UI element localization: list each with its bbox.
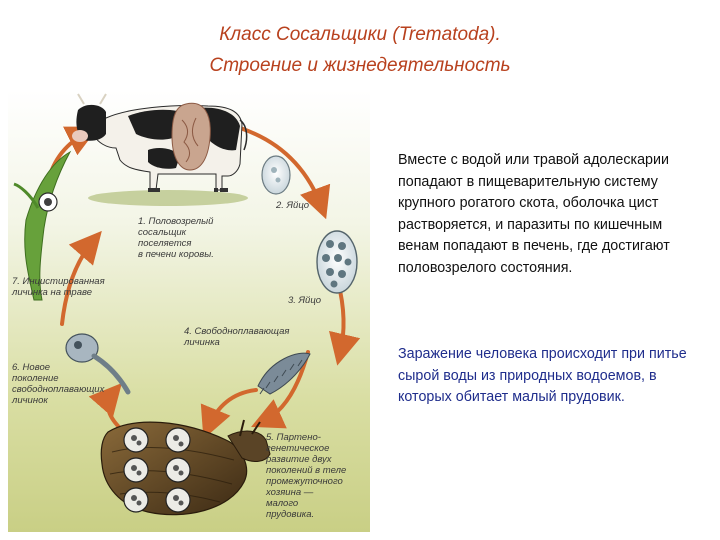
stage-3-label: 3. Яйцо — [288, 295, 322, 306]
fluke-icon — [172, 103, 210, 170]
egg-icon — [262, 156, 290, 194]
life-cycle-diagram — [8, 90, 370, 532]
stage-1-label: 1. Половозрелый сосальщик поселяется в печени коровы. — [138, 216, 214, 260]
page-subtitle: Строение и жизнедеятельность — [209, 55, 511, 76]
ground-patch — [88, 190, 248, 206]
page-title: Класс Сосальщики (Trematoda). — [219, 24, 501, 45]
stage-6-label: 6. Новое поколение свободноплавающих личинок — [12, 362, 105, 406]
cow-icon — [72, 94, 247, 192]
arrow-4-to-5 — [208, 390, 256, 428]
stage-5-label: 5. Партено- генетическое развитие двух поколений в теле промежуточного хозяина — малого прудовика. — [266, 432, 347, 520]
stage-7-label: 7. Инцистированная личинка на траве — [12, 276, 105, 298]
stage-4-label: 4. Свободноплавающая личинка — [184, 326, 290, 348]
egg-with-embryos-icon — [317, 231, 357, 293]
snail-icon — [101, 420, 270, 515]
infection-note-paragraph: Заражение человека происходит при питье сырой воды из природных водоемов, в которых обитает малый прудовик. — [398, 346, 687, 405]
description-paragraph: Вместе с водой или травой адолескарии попадают в пищеварительную систему крупного рогатого скота, оболочка цист растворяется, и паразиты по кишечным венам попадают в печень, где достигают половозрелого состояния. — [398, 152, 670, 276]
stage-2-label: 2. Яйцо — [276, 200, 310, 211]
